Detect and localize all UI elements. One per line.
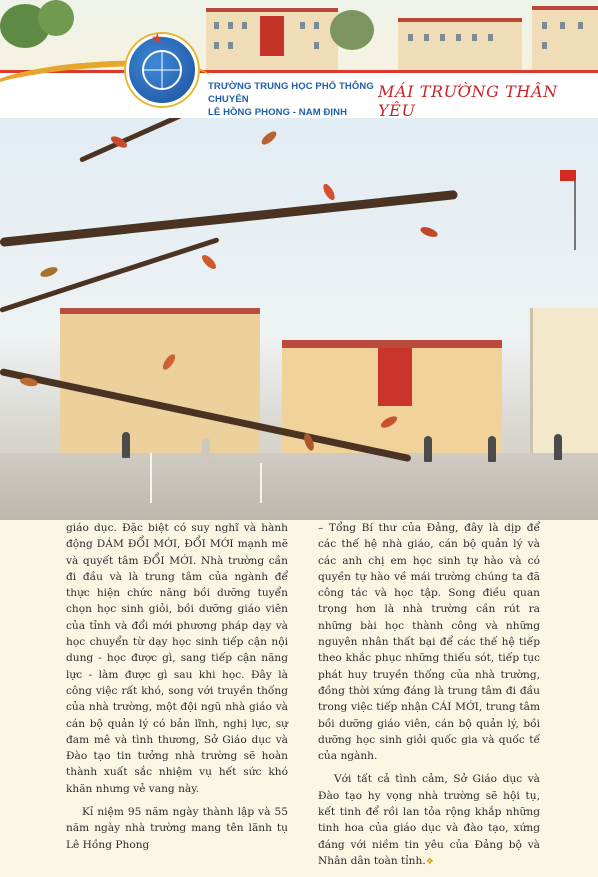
paragraph	[318, 771, 540, 870]
article-body	[66, 520, 540, 867]
left-building	[60, 308, 260, 460]
student-figure	[202, 438, 210, 464]
leaf-decoration	[419, 225, 439, 239]
paragraph: giáo dục. Đặc biệt có suy nghĩ và hành động DÁM ĐỔI MỚI, ĐỔI MỚI mạnh mẽ và quyết tâm ĐỔI MỚI. Nhà trường cần đi đầu và là trung tâm của ngành để thực hiện chức năng bồi dưỡng tuyển chọn học sinh giỏi, bồi dưỡng giáo viên của tỉnh và đổi mới phương pháp dạy và học chuyển từ dạy học sinh tiếp cận nội dung - học được gì, sang tiếp cận năng lực - làm được gì sau khi học. Đây là công việc rất khó, song với truyền thống của nhà trường, một đội ngũ nhà giáo và cán bộ quản lý có bản lĩnh, nghị lực, sự đam mê và tình thương, Sở Giáo dục và Đào tạo tin tưởng nhà trường sẽ hoàn thành xuất sắc nhiệm vụ hết sức khó khăn nhưng vẻ vang này.	[66, 522, 288, 795]
student-figure	[424, 436, 432, 462]
article-column-left	[66, 520, 288, 860]
tree-branch	[0, 190, 458, 247]
school-name: TRƯỜNG TRUNG HỌC PHỔ THÔNG CHUYÊN LÊ HỒNG PHONG - NAM ĐỊNH	[208, 81, 374, 118]
tree-decoration	[330, 10, 374, 50]
leaf-decoration	[200, 253, 218, 271]
student-figure	[122, 432, 130, 458]
paragraph: Kỉ niệm 95 năm ngày thành lập và 55 năm ngày nhà trường mang tên lãnh tụ Lê Hồng Phong	[66, 806, 288, 851]
right-building	[530, 308, 598, 454]
school-yard	[0, 453, 598, 520]
page-header	[0, 0, 598, 118]
portrait-banner	[378, 348, 412, 406]
main-building	[282, 340, 502, 462]
article-column-right	[318, 520, 540, 877]
end-of-article-icon: ❖	[425, 856, 434, 867]
leaf-decoration	[260, 129, 279, 147]
tree-branch	[0, 237, 220, 313]
school-courtyard-photo	[0, 118, 598, 520]
student-figure	[488, 436, 496, 462]
school-building-image	[532, 6, 598, 70]
paragraph: – Tổng Bí thư của Đảng, đây là dịp để các thế hệ nhà giáo, cán bộ quản lý và các anh chị em học sinh tự hào và có quyền tự hào về mái trường chúng ta đã công tác và học tập. Song điều quan trọng hơn là nhà trường cần rút ra những bài học thành công và những nguyên nhân thất bại để các thế hệ tiếp theo khắc phục những thiếu sót, tiếp tục phát huy truyền thống của nhà trường, đồng thời xứng đáng là trung tâm đi đầu trong việc tiếp nhận CÁI MỚI, trung tâm bồi dưỡng giáo viên, cán bộ quản lý, bồi dưỡng học sinh giỏi quốc gia và quốc tế của ngành.	[318, 522, 540, 763]
star-icon: ★	[151, 31, 164, 47]
globe-icon	[142, 50, 182, 90]
section-title: MÁI TRƯỜNG THÂN YÊU	[378, 82, 558, 118]
flag-pole	[574, 170, 576, 250]
school-building-image	[206, 8, 338, 70]
leaf-decoration	[321, 182, 337, 202]
paragraph-text: Với tất cả tình cảm, Sở Giáo dục và Đào tạo hy vọng nhà trường sẽ hội tụ, kết tinh để rồi lan tỏa rộng khắp những tinh hoa của giáo dục và đào tạo, xứng đáng với niềm tin yêu của Đảng bộ và Nhân dân toàn tỉnh.	[318, 773, 540, 867]
tree-decoration	[38, 0, 74, 36]
school-logo	[126, 31, 198, 106]
student-figure	[554, 434, 562, 460]
school-building-image	[398, 18, 522, 70]
leaf-decoration	[39, 265, 59, 279]
flag	[560, 170, 576, 181]
